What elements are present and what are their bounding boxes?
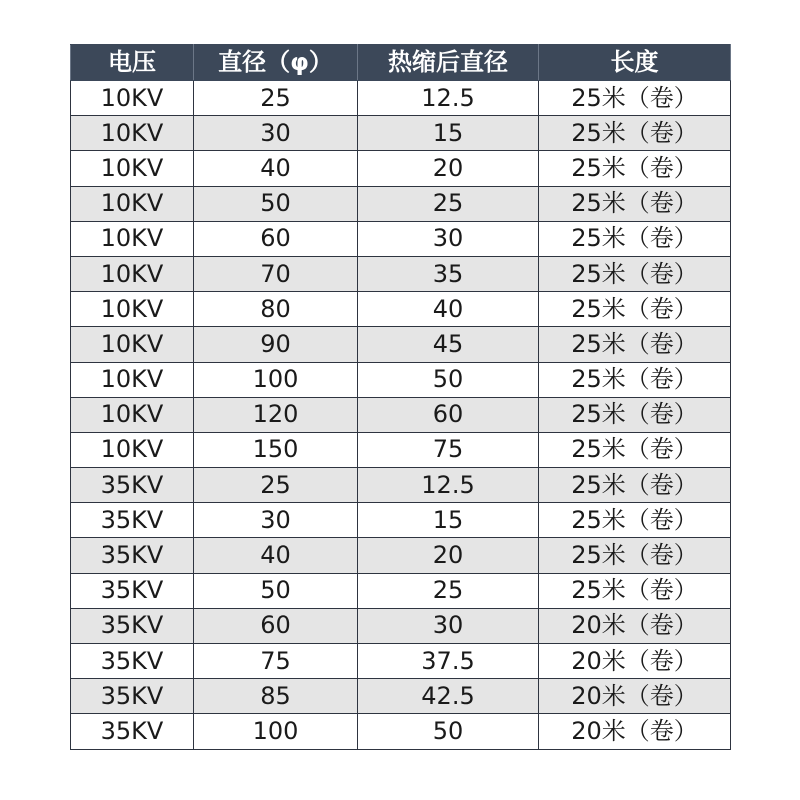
shrunk-diameter-cell: 15	[358, 503, 539, 538]
shrunk-diameter-cell: 50	[358, 714, 539, 749]
diameter-cell: 75	[194, 644, 358, 679]
shrunk-diameter-cell: 37.5	[358, 644, 539, 679]
shrunk-diameter-cell: 15	[358, 116, 539, 151]
voltage-cell: 10KV	[71, 151, 194, 186]
voltage-cell: 10KV	[71, 221, 194, 256]
shrunk-diameter-cell: 25	[358, 573, 539, 608]
shrunk-diameter-cell: 50	[358, 362, 539, 397]
diameter-cell: 100	[194, 362, 358, 397]
table-row	[71, 679, 731, 714]
length-cell: 25米（卷）	[539, 397, 731, 432]
table-row	[71, 468, 731, 503]
length-cell: 25米（卷）	[539, 116, 731, 151]
table-row	[71, 397, 731, 432]
diameter-cell: 60	[194, 221, 358, 256]
shrunk-diameter-cell: 30	[358, 608, 539, 643]
spec-table-body	[71, 81, 731, 750]
table-row	[71, 256, 731, 291]
length-cell: 20米（卷）	[539, 608, 731, 643]
length-cell: 25米（卷）	[539, 256, 731, 291]
diameter-cell: 40	[194, 538, 358, 573]
table-row	[71, 503, 731, 538]
voltage-cell: 35KV	[71, 503, 194, 538]
header-voltage: 电压	[71, 45, 194, 81]
voltage-cell: 35KV	[71, 644, 194, 679]
diameter-cell: 90	[194, 327, 358, 362]
voltage-cell: 10KV	[71, 432, 194, 467]
voltage-cell: 10KV	[71, 292, 194, 327]
length-cell: 25米（卷）	[539, 292, 731, 327]
shrunk-diameter-cell: 40	[358, 292, 539, 327]
length-cell: 25米（卷）	[539, 186, 731, 221]
diameter-cell: 25	[194, 468, 358, 503]
length-cell: 25米（卷）	[539, 468, 731, 503]
voltage-cell: 35KV	[71, 714, 194, 749]
shrunk-diameter-cell: 35	[358, 256, 539, 291]
shrunk-diameter-cell: 30	[358, 221, 539, 256]
voltage-cell: 10KV	[71, 362, 194, 397]
length-cell: 25米（卷）	[539, 503, 731, 538]
voltage-cell: 10KV	[71, 397, 194, 432]
table-row	[71, 292, 731, 327]
table-row	[71, 186, 731, 221]
diameter-cell: 60	[194, 608, 358, 643]
table-row	[71, 573, 731, 608]
shrunk-diameter-cell: 75	[358, 432, 539, 467]
voltage-cell: 35KV	[71, 679, 194, 714]
diameter-cell: 50	[194, 573, 358, 608]
shrunk-diameter-cell: 20	[358, 538, 539, 573]
length-cell: 25米（卷）	[539, 573, 731, 608]
diameter-cell: 80	[194, 292, 358, 327]
length-cell: 25米（卷）	[539, 221, 731, 256]
spec-table	[70, 44, 731, 750]
header-shrunk-diameter: 热缩后直径	[358, 45, 539, 81]
diameter-cell: 30	[194, 503, 358, 538]
table-row	[71, 608, 731, 643]
voltage-cell: 35KV	[71, 538, 194, 573]
diameter-cell: 50	[194, 186, 358, 221]
diameter-cell: 85	[194, 679, 358, 714]
diameter-cell: 150	[194, 432, 358, 467]
table-row	[71, 221, 731, 256]
voltage-cell: 10KV	[71, 186, 194, 221]
shrunk-diameter-cell: 12.5	[358, 468, 539, 503]
length-cell: 25米（卷）	[539, 151, 731, 186]
header-length: 长度	[539, 45, 731, 81]
table-row	[71, 538, 731, 573]
header-row	[71, 45, 731, 81]
table-row	[71, 644, 731, 679]
length-cell: 20米（卷）	[539, 644, 731, 679]
voltage-cell: 35KV	[71, 608, 194, 643]
length-cell: 25米（卷）	[539, 538, 731, 573]
diameter-cell: 70	[194, 256, 358, 291]
diameter-cell: 120	[194, 397, 358, 432]
table-row	[71, 151, 731, 186]
table-row	[71, 714, 731, 749]
table-row	[71, 81, 731, 116]
spec-table-header	[71, 45, 731, 81]
length-cell: 20米（卷）	[539, 679, 731, 714]
table-row	[71, 327, 731, 362]
voltage-cell: 10KV	[71, 256, 194, 291]
header-diameter: 直径（φ）	[194, 45, 358, 81]
shrunk-diameter-cell: 60	[358, 397, 539, 432]
shrunk-diameter-cell: 20	[358, 151, 539, 186]
shrunk-diameter-cell: 25	[358, 186, 539, 221]
table-row	[71, 116, 731, 151]
diameter-cell: 40	[194, 151, 358, 186]
voltage-cell: 10KV	[71, 327, 194, 362]
length-cell: 25米（卷）	[539, 327, 731, 362]
table-row	[71, 432, 731, 467]
length-cell: 25米（卷）	[539, 81, 731, 116]
length-cell: 25米（卷）	[539, 432, 731, 467]
diameter-cell: 100	[194, 714, 358, 749]
diameter-cell: 30	[194, 116, 358, 151]
voltage-cell: 10KV	[71, 81, 194, 116]
voltage-cell: 35KV	[71, 468, 194, 503]
shrunk-diameter-cell: 12.5	[358, 81, 539, 116]
voltage-cell: 35KV	[71, 573, 194, 608]
shrunk-diameter-cell: 42.5	[358, 679, 539, 714]
voltage-cell: 10KV	[71, 116, 194, 151]
length-cell: 25米（卷）	[539, 362, 731, 397]
table-row	[71, 362, 731, 397]
shrunk-diameter-cell: 45	[358, 327, 539, 362]
diameter-cell: 25	[194, 81, 358, 116]
length-cell: 20米（卷）	[539, 714, 731, 749]
